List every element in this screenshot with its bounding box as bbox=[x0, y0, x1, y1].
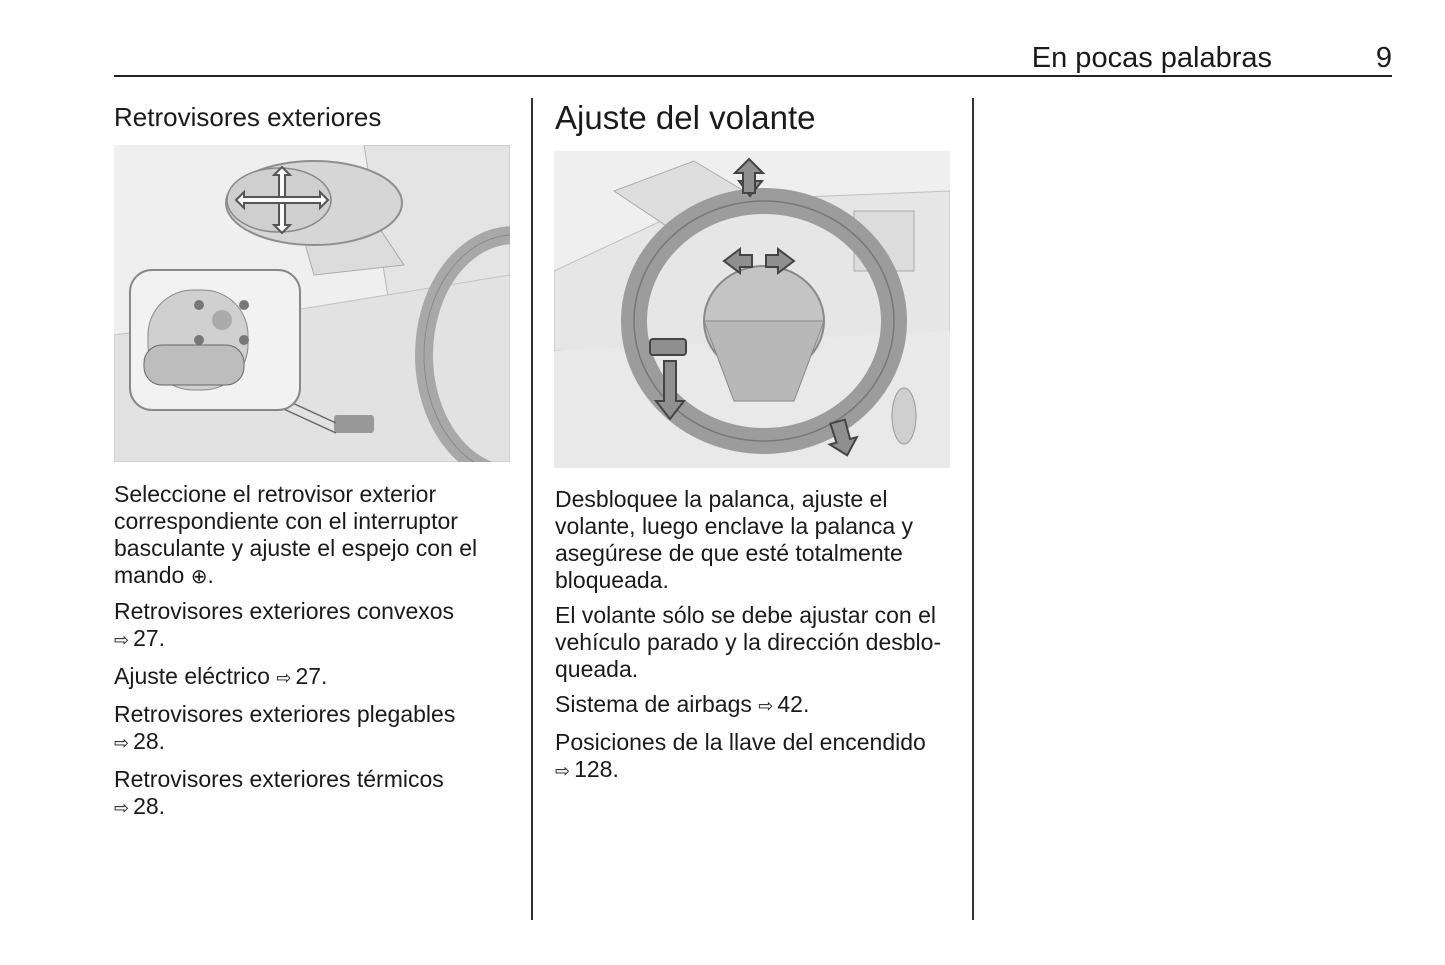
page-reference[interactable]: 27. bbox=[133, 625, 166, 651]
page-reference-arrow-icon: ⇨ bbox=[276, 668, 292, 689]
page-reference[interactable]: 128. bbox=[574, 756, 619, 782]
column-divider-2 bbox=[972, 98, 974, 920]
section-heading: Ajuste del volante bbox=[555, 99, 816, 136]
page-reference-arrow-icon: ⇨ bbox=[555, 761, 571, 782]
section-title: En pocas palabras bbox=[1031, 42, 1272, 74]
reference-item: Retrovisores exteriores térmicos ⇨ 28. bbox=[114, 766, 514, 822]
reference-item: Sistema de airbags ⇨ 42. bbox=[555, 691, 955, 720]
page-reference-arrow-icon: ⇨ bbox=[114, 630, 130, 651]
left-column bbox=[114, 96, 514, 822]
header-rule bbox=[114, 75, 1392, 77]
reference-item: Retrovisores exteriores plegables ⇨ 28. bbox=[114, 701, 514, 757]
instruction-paragraph: Desbloquee la palanca, ajuste el volante, luego enclave la palanca y asegúrese de que esté totalmente bloqueada. bbox=[555, 486, 914, 593]
mirror-adjust-illustration bbox=[114, 145, 510, 462]
page-reference[interactable]: 42. bbox=[777, 691, 810, 717]
reference-item: Retrovisores exteriores convexos ⇨ 27. bbox=[114, 598, 514, 654]
warning-paragraph: El volante sólo se debe ajustar con el vehículo parado y la dirección desblo-queada. bbox=[555, 602, 942, 682]
page-reference-arrow-icon: ⇨ bbox=[758, 696, 774, 717]
right-column bbox=[555, 96, 955, 785]
reference-item: Ajuste eléctrico ⇨ 27. bbox=[114, 663, 514, 692]
page-reference-arrow-icon: ⇨ bbox=[114, 733, 130, 754]
section-heading: Retrovisores exteriores bbox=[114, 102, 382, 132]
reference-item: Posiciones de la llave del encendido ⇨ 128. bbox=[555, 729, 955, 785]
column-divider-1 bbox=[531, 98, 533, 920]
page-reference[interactable]: 27. bbox=[295, 663, 328, 689]
page-reference[interactable]: 28. bbox=[133, 728, 166, 754]
steering-wheel-adjust-illustration bbox=[554, 151, 950, 468]
page-reference[interactable]: 28. bbox=[133, 793, 166, 819]
intro-paragraph: Seleccione el retrovisor exterior correspondiente con el interruptor basculante y ajuste el espejo con el mando ⊕. bbox=[114, 481, 478, 588]
mirror-control-icon: ⊕ bbox=[190, 564, 208, 588]
page-number: 9 bbox=[1375, 42, 1392, 74]
page-reference-arrow-icon: ⇨ bbox=[114, 798, 130, 819]
